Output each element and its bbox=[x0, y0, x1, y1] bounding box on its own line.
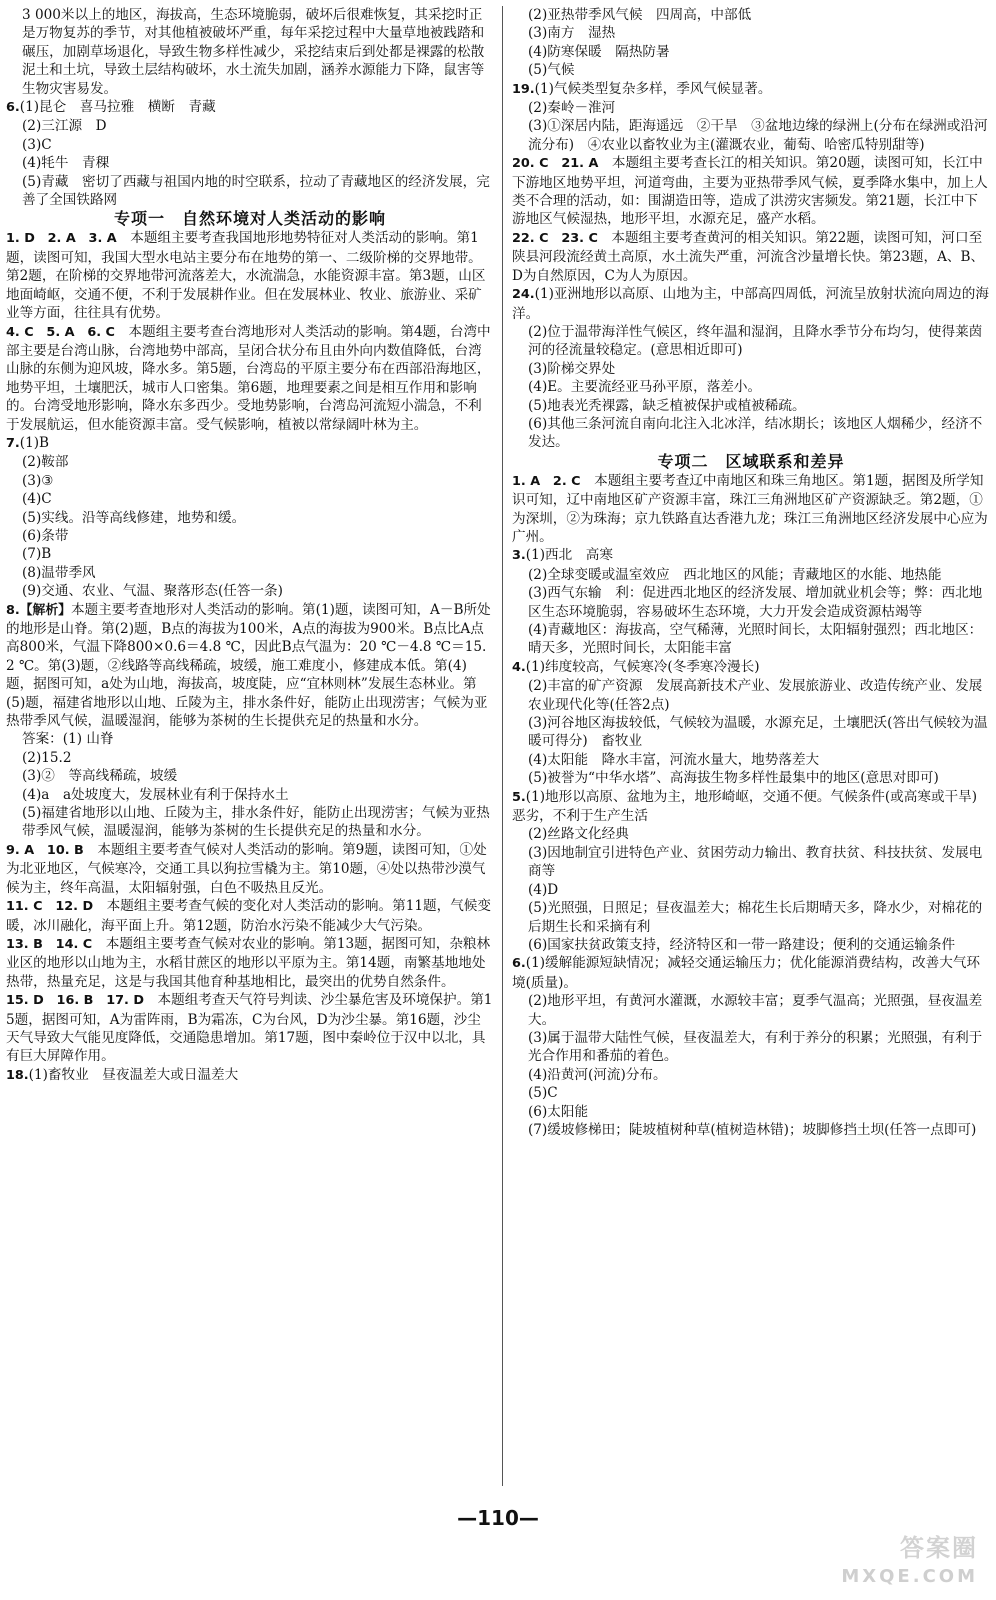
answer-subpart: (4)牦牛 青稞 bbox=[22, 155, 110, 172]
answer-entry bbox=[512, 788, 990, 826]
question-number: 19. bbox=[512, 81, 535, 97]
answer-subpart: (3)河谷地区海拔较低，气候较为温暖，水源充足，土壤肥沃(答出气候较为温暖可得分) 畜牧业 bbox=[528, 715, 988, 750]
question-number: 5. bbox=[512, 789, 526, 805]
answer-subpart: (5)C bbox=[528, 1085, 558, 1102]
answer-text: (1)地形以高原、盆地为主，地形崎岖，交通不便。气候条件(或高寒或干旱)恶劣，不利于生产生活 bbox=[512, 788, 978, 825]
answer-subpart: (5)光照强，日照足；昼夜温差大；棉花生长后期晴天多，降水少，对棉花的后期生长和采摘有利 bbox=[528, 900, 983, 935]
answer-subpart: (2)亚热带季风气候 四周高，中部低 bbox=[528, 7, 752, 23]
answer-text: 本题主要考查地形对人类活动的影响。第(1)题，读图可知，A－B所处的地形是山脊。第(2)题，B点的海拔为100米，A点的海拔为900米。B点比A点高800米，气温下降800×0.6＝4.8 ℃，因此B点气温为：20 ℃－4.8 ℃＝15.2 ℃。第(3)题，②线路等高线稀疏，坡缓，施工难度小，修建成本低。第(4)题，据图可知，a处为山地，海拔高，坡度陡，应“宜林则林”发展生态林业。第(5)题，福建省地形以山地、丘陵为主，排水条件好，能防止出现涝害；气候为亚热带季风气候，温暖湿润，能够为茶树的生长提供充足的热量和水分。 bbox=[6, 601, 491, 730]
answer-subpart: (3)西气东输 利：促进西北地区的经济发展、增加就业机会等；弊：西北地区生态环境脆弱，容易破坏生态环境，大力开发会造成资源枯竭等 bbox=[528, 585, 983, 620]
answer-subpart: (5)被誉为“中华水塔”、高海拔生物多样性最集中的地区(意思对即可) bbox=[528, 770, 939, 787]
question-number: 6. bbox=[6, 100, 20, 116]
answer-text: 本题组主要考查我国地形地势特征对人类活动的影响。第1题，读图可知，我国大型水电站主要分布在地势的第一、二级阶梯的交界地带。第2题，在阶梯的交界地带河流落差大，水流湍急，水能资源丰富。第3题，山区地面崎岖，交通不便，不利于发展耕作业。但在发展林业、牧业、旅游业、采矿业等方面，往往具有优势。 bbox=[6, 230, 486, 322]
answer-subpart: (7)缓坡修梯田；陡坡植树种草(植树造林错)；坡脚修挡土坝(任答一点即可) bbox=[528, 1121, 977, 1138]
question-number: 22. C 23. C bbox=[512, 230, 598, 246]
column-divider bbox=[502, 6, 503, 1486]
question-number: 24. bbox=[512, 287, 535, 303]
answer-subpart: (4)E。主要流经亚马孙平原，落差小。 bbox=[528, 379, 762, 396]
question-number: 4. bbox=[512, 659, 526, 675]
answer-text: 本题组考查天气符号判读、沙尘暴危害及环境保护。第15题，据图可知，A为雷阵雨，B为霜冻，C为台风，D为沙尘暴。第16题，沙尘天气导致大气能见度降低，交通隐患增加。第17题，图中秦岭位于汉中以北，具有巨大屏障作用。 bbox=[6, 992, 493, 1065]
watermark-title: 答案圈 bbox=[900, 1534, 978, 1562]
answer-subpart: (3)③ bbox=[22, 472, 54, 489]
answer-entry bbox=[512, 80, 990, 99]
answer-subpart: (2)位于温带海洋性气候区，终年温和湿润，且降水季节分布均匀，使得莱茵河的径流量较稳定。(意思相近即可) bbox=[528, 323, 983, 359]
answer-text: (1)昆仑 喜马拉雅 横断 青藏 bbox=[19, 99, 216, 116]
question-number: 18. bbox=[6, 1067, 29, 1083]
question-number: 20. C 21. A bbox=[512, 156, 599, 172]
question-number: 7. bbox=[6, 435, 20, 451]
answer-text: (1)畜牧业 昼夜温差大或日温差大 bbox=[28, 1066, 239, 1083]
answer-subpart: (2)丝路文化经典 bbox=[528, 826, 629, 843]
answer-subpart: (5)青藏 密切了西藏与祖国内地的时空联系，拉动了青藏地区的经济发展，完善了全国铁路网 bbox=[22, 173, 490, 209]
answer-subpart: (8)温带季风 bbox=[22, 564, 96, 581]
answer-subpart: 答案：(1) 山脊 bbox=[22, 731, 114, 748]
answer-subpart: (3)南方 湿热 bbox=[528, 25, 616, 42]
answer-text: (1)B bbox=[19, 434, 50, 451]
answer-subpart: (6)太阳能 bbox=[528, 1103, 589, 1120]
answer-subpart: (5)气候 bbox=[528, 62, 575, 79]
question-number: 11. C 12. D bbox=[6, 899, 94, 915]
answer-entry bbox=[512, 546, 990, 565]
answer-subpart: (4)沿黄河(河流)分布。 bbox=[528, 1066, 667, 1083]
answer-entry bbox=[512, 472, 990, 547]
answer-text: (1)亚洲地形以高原、山地为主，中部高四周低，河流呈放射状流向周边的海洋。 bbox=[512, 286, 989, 322]
answer-entry bbox=[6, 434, 494, 453]
answer-subpart: (5)福建省地形以山地、丘陵为主，排水条件好，能防止出现涝害；气候为亚热带季风气候，温暖湿润，能够为茶树的生长提供充足的热量和水分。 bbox=[22, 805, 490, 840]
answer-entry bbox=[6, 229, 494, 322]
answer-entry bbox=[6, 991, 494, 1066]
question-number: 15. D 16. B 17. D bbox=[6, 993, 144, 1009]
right-column bbox=[512, 6, 990, 1139]
answer-subpart: (2)鞍部 bbox=[22, 454, 69, 471]
question-number: 1. A 2. C bbox=[512, 473, 581, 489]
answer-subpart: (4)a a处坡度大，发展林业有利于保持水土 bbox=[22, 786, 289, 803]
answer-text: (1)西北 高寒 bbox=[525, 547, 613, 564]
answer-entry bbox=[512, 285, 990, 323]
answer-text: 本题组主要考查辽中南地区和珠三角地区。第1题，据图及所学知识可知，辽中南地区矿产资源丰富，珠江三角洲地区矿产资源缺乏。第2题，①为深圳，②为珠海；京九铁路直达香港九龙；珠江三角洲地区经济发展中心应为广州。 bbox=[512, 472, 988, 545]
question-number: 13. B 14. C bbox=[6, 936, 93, 952]
answer-subpart: (3)C bbox=[22, 136, 52, 153]
section-heading: 专项二 区域联系和差异 bbox=[657, 451, 845, 471]
answer-subpart: (2)丰富的矿产资源 发展高新技术产业、发展旅游业、改造传统产业、发展农业现代化等(任答2点) bbox=[528, 678, 983, 713]
answer-subpart: (4)C bbox=[22, 491, 52, 508]
question-number: 9. A 10. B bbox=[6, 842, 84, 858]
answer-subpart: (5)地表光秃裸露，缺乏植被保护或植被稀疏。 bbox=[528, 397, 806, 414]
answer-subpart: (6)条带 bbox=[22, 527, 69, 544]
answer-subpart: (6)其他三条河流自南向北注入北冰洋，结冰期长；该地区人烟稀少，经济不发达。 bbox=[528, 415, 983, 451]
answer-subpart: (6)国家扶贫政策支持，经济特区和一带一路建设；便利的交通运输条件 bbox=[528, 936, 956, 953]
answer-text: (1)缓解能源短缺情况；减轻交通运输压力；优化能源消费结构，改善大气环境(质量)。 bbox=[512, 955, 981, 991]
answer-entry bbox=[6, 935, 494, 991]
answer-text: 本题组主要考查黄河的相关知识。第22题，读图可知，河口至陕县河段流经黄土高原，水土流失严重，河流含沙量增长快。第23题，A、B、D为自然原因，C为人为原因。 bbox=[512, 229, 985, 284]
answer-text: 本题组主要考查台湾地形对人类活动的影响。第4题，台湾中部主要是台湾山脉，台湾地势中部高，呈闭合状分布且由外向内数值降低，台湾山脉的东侧为迎风坡，降水多。第5题，台湾岛的平原主要分布在西部沿海地区，地势平坦，土壤肥沃，城市人口密集。第6题，地理要素之间是相互作用和影响的。台湾受地形影响，降水东多西少。受地势影响，台湾岛河流短小湍急，不利于发展航运，但水能资源丰富。受气候影响，植被以常绿阔叶林为主。 bbox=[6, 323, 491, 433]
answer-text: (1)气候类型复杂多样，季风气候显著。 bbox=[534, 80, 772, 97]
answer-subpart: (2)地形平坦，有黄河水灌溉，水源较丰富；夏季气温高；光照强，昼夜温差大。 bbox=[528, 993, 983, 1028]
question-number: 3. bbox=[512, 548, 526, 564]
answer-subpart: (2)15.2 bbox=[22, 749, 72, 766]
answer-entry bbox=[6, 601, 494, 731]
answer-text: 本题组主要考查气候的变化对人类活动的影响。第11题，气候变暖，冰川融化，海平面上升。第12题，防治水污染不能减少大气污染。 bbox=[6, 898, 491, 934]
answer-subpart: (4)太阳能 降水丰富，河流水量大，地势落差大 bbox=[528, 751, 820, 768]
answer-entry bbox=[512, 229, 990, 285]
answer-subpart: (3)属于温带大陆性气候，昼夜温差大，有利于养分的积累；光照强，有利于光合作用和番茄的着色。 bbox=[528, 1029, 983, 1065]
answer-entry bbox=[6, 841, 494, 897]
answer-subpart: (9)交通、农业、气温、聚落形态(任答一条) bbox=[22, 583, 283, 600]
answer-entry bbox=[6, 897, 494, 935]
answer-entry bbox=[6, 98, 494, 117]
answer-subpart: (4)防寒保暖 隔热防暑 bbox=[528, 43, 670, 60]
question-number: 4. C 5. A 6. C bbox=[6, 324, 115, 340]
answer-subpart: 3 000米以上的地区，海拔高，生态环境脆弱，破坏后很难恢复，其采挖时正是万物复苏的季节，对其他植被破坏严重，每年采挖过程中大量草地被践踏和碾压，加剧草场退化，导致生物多样性减少，采挖结束后到处都是裸露的松散泥土和土坑，导致土层结构破坏，水土流失加剧，涵养水源能力下降，鼠害等生物灾害易发。 bbox=[22, 7, 485, 97]
question-number: 6. bbox=[512, 956, 526, 972]
answer-entry bbox=[512, 154, 990, 229]
section-heading: 专项一 自然环境对人类活动的影响 bbox=[113, 209, 386, 229]
answer-subpart: (2)秦岭－淮河 bbox=[528, 100, 616, 117]
answer-subpart: (3)② 等高线稀疏，坡缓 bbox=[22, 768, 178, 785]
answer-subpart: (4)青藏地区：海拔高，空气稀薄，光照时间长，太阳辐射强烈；西北地区：晴天多，光照时间长，太阳能丰富 bbox=[528, 622, 983, 657]
page-number: —110— bbox=[457, 1506, 539, 1530]
answer-subpart: (3)阶梯交界处 bbox=[528, 360, 616, 377]
watermark-url: MXQE.COM bbox=[841, 1566, 978, 1587]
answer-subpart: (2)全球变暖或温室效应 西北地区的风能；青藏地区的水能、地热能 bbox=[528, 566, 942, 583]
answer-entry bbox=[6, 1066, 494, 1085]
question-number: 8.【解析】 bbox=[6, 602, 71, 618]
answer-subpart: (4)D bbox=[528, 881, 559, 898]
answer-subpart: (2)三江源 D bbox=[22, 118, 107, 135]
answer-text: 本题组主要考查长江的相关知识。第20题，读图可知，长江中下游地区地势平坦，河道弯曲，主要为亚热带季风气候，夏季降水集中，加上人类不合理的活动，如：围湖造田等，造成了洪涝灾害频发。第21题，长江中下游地区气候湿热，地形平坦，水源充足，盛产水稻。 bbox=[512, 155, 988, 228]
answer-text: (1)纬度较高，气候寒冷(冬季寒冷漫长) bbox=[525, 658, 760, 675]
answer-subpart: (3)因地制宜引进特色产业、贫困劳动力输出、教育扶贫、科技扶贫、发展电商等 bbox=[528, 844, 983, 880]
question-number: 1. D 2. A 3. A bbox=[6, 231, 117, 247]
answer-entry bbox=[6, 323, 494, 434]
left-column bbox=[6, 6, 494, 1085]
answer-entry bbox=[512, 954, 990, 992]
answer-subpart: (5)实线。沿等高线修建，地势和缓。 bbox=[22, 509, 246, 526]
answer-text: 本题组主要考查气候对人类活动的影响。第9题，读图可知，①处为北亚地区，气候寒冷，交通工具以狗拉雪橇为主。第10题，④处以热带沙漠气候为主，终年高温，太阳辐射强，白色不吸热且反光。 bbox=[6, 841, 487, 896]
answer-entry bbox=[512, 658, 990, 677]
answer-subpart: (7)B bbox=[22, 546, 52, 563]
answer-text: 本题组主要考查气候对农业的影响。第13题，据图可知，杂粮林业区的地形以山地为主，水稻甘蔗区的地形以平原为主。第14题，南繁基地地处热带，热量充足，这是与我国其他育种基地相比，最突出的优势自然条件。 bbox=[6, 935, 491, 990]
answer-subpart: (3)①深居内陆，距海遥远 ②干旱 ③盆地边缘的绿洲上(分布在绿洲或沿河流分布) ④农业以畜牧业为主(灌溉农业，葡萄、哈密瓜特别甜等) bbox=[528, 118, 988, 153]
